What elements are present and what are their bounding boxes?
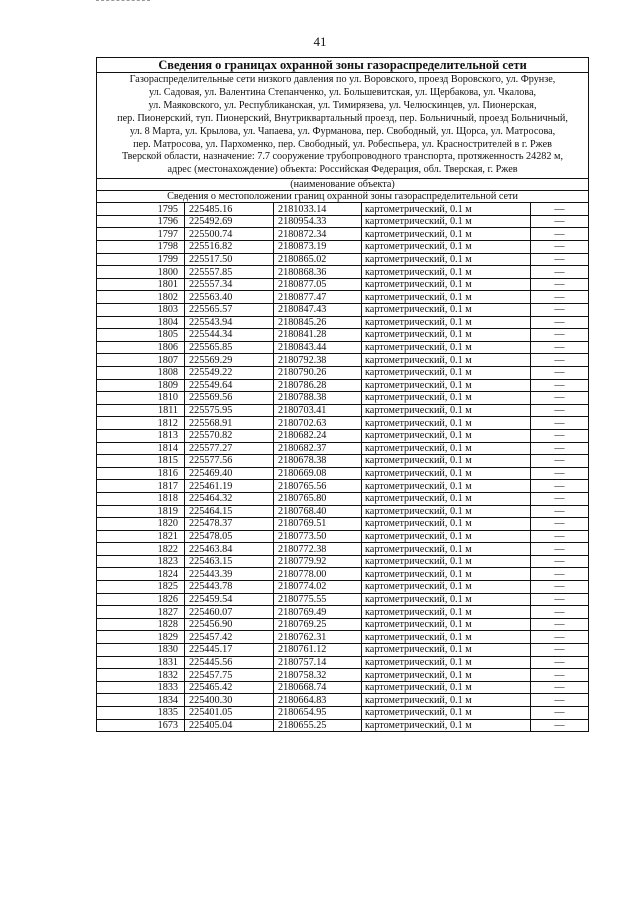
method-accuracy-cell: картометрический, 0.1 м [362, 505, 531, 518]
coord-x-cell: 225400.30 [185, 694, 274, 707]
point-number-cell: 1826 [97, 593, 185, 606]
method-accuracy-cell: картометрический, 0.1 м [362, 530, 531, 543]
coord-y-cell: 2180772.38 [274, 543, 362, 556]
location-title: Сведения о местоположении границ охранной зоны газораспределительной сети [97, 191, 589, 203]
description-line: Газораспределительные сети низкого давления по ул. Воровского, проезд Воровского, ул. Фрунзе, [129, 74, 556, 85]
table-row [97, 392, 589, 405]
point-number-cell: 1807 [97, 354, 185, 367]
description-line: ул. Маяковского, ул. Республиканская, ул. Тимирязева, ул. Челюскинцев, ул. Пионерская, [148, 99, 537, 111]
point-description-cell: — [531, 215, 589, 228]
point-description-cell: — [531, 618, 589, 631]
description-line: Тверской области, назначение: 7.7 сооружение трубопроводного транспорта, протяженность 24282 м, [121, 151, 564, 163]
method-accuracy-cell: картометрический, 0.1 м [362, 618, 531, 631]
method-accuracy-cell: картометрический, 0.1 м [362, 253, 531, 266]
coord-y-cell: 2180669.08 [274, 467, 362, 480]
boundary-table [96, 57, 589, 732]
coord-x-cell: 225557.34 [185, 278, 274, 291]
coord-y-cell: 2180654.95 [274, 707, 362, 720]
coord-x-cell: 225565.57 [185, 304, 274, 317]
table-row [97, 719, 589, 732]
point-description-cell: — [531, 555, 589, 568]
coord-y-cell: 2180868.36 [274, 266, 362, 279]
table-row [97, 555, 589, 568]
coord-y-cell: 2180843.44 [274, 341, 362, 354]
point-description-cell: — [531, 593, 589, 606]
coord-x-cell: 225478.37 [185, 518, 274, 531]
method-accuracy-cell: картометрический, 0.1 м [362, 228, 531, 241]
method-accuracy-cell: картометрический, 0.1 м [362, 354, 531, 367]
coord-x-cell: 225459.54 [185, 593, 274, 606]
point-number-cell: 1819 [97, 505, 185, 518]
point-number-cell: 1823 [97, 555, 185, 568]
table-row [97, 669, 589, 682]
point-description-cell: — [531, 467, 589, 480]
point-description-cell: — [531, 203, 589, 216]
coord-y-cell: 2180774.02 [274, 581, 362, 594]
method-accuracy-cell: картометрический, 0.1 м [362, 278, 531, 291]
point-description-cell: — [531, 505, 589, 518]
table-row [97, 568, 589, 581]
point-number-cell: 1827 [97, 606, 185, 619]
coord-x-cell: 225464.15 [185, 505, 274, 518]
coord-x-cell: 225500.74 [185, 228, 274, 241]
table-title-row [97, 58, 589, 73]
coord-y-cell: 2180769.49 [274, 606, 362, 619]
point-number-cell: 1815 [97, 455, 185, 468]
coord-y-cell: 2180668.74 [274, 681, 362, 694]
table-row [97, 203, 589, 216]
method-accuracy-cell: картометрический, 0.1 м [362, 467, 531, 480]
coord-y-cell: 2180788.38 [274, 392, 362, 405]
coord-x-cell: 225445.17 [185, 644, 274, 657]
table-row [97, 404, 589, 417]
coord-y-cell: 2180954.33 [274, 215, 362, 228]
coord-y-cell: 2180865.02 [274, 253, 362, 266]
point-number-cell: 1809 [97, 379, 185, 392]
method-accuracy-cell: картометрический, 0.1 м [362, 417, 531, 430]
method-accuracy-cell: картометрический, 0.1 м [362, 442, 531, 455]
method-accuracy-cell: картометрический, 0.1 м [362, 341, 531, 354]
point-number-cell: 1817 [97, 480, 185, 493]
description-line: пер. Матросова, ул. Пархоменко, пер. Свободный, ул. Робеспьера, ул. Краснострителей в г. Ржев [133, 138, 552, 150]
method-accuracy-cell: картометрический, 0.1 м [362, 631, 531, 644]
coord-x-cell: 225517.50 [185, 253, 274, 266]
point-description-cell: — [531, 304, 589, 317]
table-row [97, 480, 589, 493]
point-number-cell: 1828 [97, 618, 185, 631]
point-description-cell: — [531, 392, 589, 405]
coord-y-cell: 2180773.50 [274, 530, 362, 543]
point-description-cell: — [531, 329, 589, 342]
method-accuracy-cell: картометрический, 0.1 м [362, 644, 531, 657]
point-number-cell: 1799 [97, 253, 185, 266]
point-number-cell: 1803 [97, 304, 185, 317]
point-number-cell: 1825 [97, 581, 185, 594]
coord-y-cell: 2180769.25 [274, 618, 362, 631]
coord-y-cell: 2180877.05 [274, 278, 362, 291]
table-row [97, 505, 589, 518]
point-description-cell: — [531, 266, 589, 279]
table-row [97, 304, 589, 317]
point-description-cell: — [531, 543, 589, 556]
coord-x-cell: 225516.82 [185, 241, 274, 254]
table-title: Сведения о границах охранной зоны газораспределительной сети [97, 58, 589, 73]
coord-y-cell: 2180769.51 [274, 518, 362, 531]
coord-y-cell: 2180775.55 [274, 593, 362, 606]
coord-x-cell: 225457.75 [185, 669, 274, 682]
coord-y-cell: 2180765.56 [274, 480, 362, 493]
point-number-cell: 1830 [97, 644, 185, 657]
point-description-cell: — [531, 669, 589, 682]
table-row [97, 492, 589, 505]
table-row [97, 266, 589, 279]
coord-y-cell: 2180761.12 [274, 644, 362, 657]
method-accuracy-cell: картометрический, 0.1 м [362, 316, 531, 329]
method-accuracy-cell: картометрический, 0.1 м [362, 492, 531, 505]
coord-x-cell: 225463.15 [185, 555, 274, 568]
coord-x-cell: 225544.34 [185, 329, 274, 342]
coord-x-cell: 225464.32 [185, 492, 274, 505]
point-description-cell: — [531, 455, 589, 468]
table-row [97, 707, 589, 720]
coord-x-cell: 225457.42 [185, 631, 274, 644]
point-number-cell: 1802 [97, 291, 185, 304]
coord-x-cell: 225543.94 [185, 316, 274, 329]
table-row [97, 228, 589, 241]
point-number-cell: 1821 [97, 530, 185, 543]
coord-y-cell: 2180682.37 [274, 442, 362, 455]
point-number-cell: 1813 [97, 429, 185, 442]
point-number-cell: 1805 [97, 329, 185, 342]
point-number-cell: 1824 [97, 568, 185, 581]
coord-y-cell: 2180877.47 [274, 291, 362, 304]
description-line: пер. Пионерский, туп. Пионерский, Внутриквартальный проезд, пер. Больничный, проезд Больничный, [117, 112, 568, 124]
point-number-cell: 1801 [97, 278, 185, 291]
point-description-cell: — [531, 707, 589, 720]
point-description-cell: — [531, 631, 589, 644]
coord-y-cell: 2180678.38 [274, 455, 362, 468]
coord-x-cell: 225460.07 [185, 606, 274, 619]
coord-x-cell: 225575.95 [185, 404, 274, 417]
coord-y-cell: 2180682.24 [274, 429, 362, 442]
table-row [97, 681, 589, 694]
method-accuracy-cell: картометрический, 0.1 м [362, 404, 531, 417]
object-description [97, 73, 589, 179]
method-accuracy-cell: картометрический, 0.1 м [362, 606, 531, 619]
method-accuracy-cell: картометрический, 0.1 м [362, 719, 531, 732]
table-row [97, 543, 589, 556]
point-description-cell: — [531, 518, 589, 531]
point-number-cell: 1810 [97, 392, 185, 405]
coord-x-cell: 225445.56 [185, 656, 274, 669]
point-number-cell: 1796 [97, 215, 185, 228]
point-number-cell: 1800 [97, 266, 185, 279]
point-description-cell: — [531, 530, 589, 543]
method-accuracy-cell: картометрический, 0.1 м [362, 329, 531, 342]
coord-y-cell: 2180790.26 [274, 366, 362, 379]
table-row [97, 618, 589, 631]
method-accuracy-cell: картометрический, 0.1 м [362, 581, 531, 594]
object-label-row [97, 179, 589, 191]
table-row [97, 215, 589, 228]
point-description-cell: — [531, 681, 589, 694]
point-number-cell: 1806 [97, 341, 185, 354]
method-accuracy-cell: картометрический, 0.1 м [362, 518, 531, 531]
method-accuracy-cell: картометрический, 0.1 м [362, 543, 531, 556]
table-row [97, 467, 589, 480]
coord-y-cell: 2180762.31 [274, 631, 362, 644]
table-row [97, 530, 589, 543]
table-row [97, 455, 589, 468]
point-description-cell: — [531, 719, 589, 732]
table-row [97, 656, 589, 669]
point-number-cell: 1797 [97, 228, 185, 241]
method-accuracy-cell: картометрический, 0.1 м [362, 455, 531, 468]
method-accuracy-cell: картометрический, 0.1 м [362, 304, 531, 317]
method-accuracy-cell: картометрический, 0.1 м [362, 203, 531, 216]
point-description-cell: — [531, 291, 589, 304]
coord-x-cell: 225549.22 [185, 366, 274, 379]
point-number-cell: 1798 [97, 241, 185, 254]
method-accuracy-cell: картометрический, 0.1 м [362, 480, 531, 493]
method-accuracy-cell: картометрический, 0.1 м [362, 215, 531, 228]
coord-y-cell: 2180841.28 [274, 329, 362, 342]
point-description-cell: — [531, 316, 589, 329]
point-number-cell: 1673 [97, 719, 185, 732]
coord-y-cell: 2180872.34 [274, 228, 362, 241]
point-number-cell: 1811 [97, 404, 185, 417]
coord-y-cell: 2180845.26 [274, 316, 362, 329]
point-description-cell: — [531, 228, 589, 241]
point-number-cell: 1829 [97, 631, 185, 644]
point-description-cell: — [531, 417, 589, 430]
coord-x-cell: 225557.85 [185, 266, 274, 279]
point-description-cell: — [531, 606, 589, 619]
table-row [97, 417, 589, 430]
coord-x-cell: 225485.16 [185, 203, 274, 216]
point-description-cell: — [531, 581, 589, 594]
coord-y-cell: 2180778.00 [274, 568, 362, 581]
method-accuracy-cell: картометрический, 0.1 м [362, 656, 531, 669]
object-label: (наименование объекта) [97, 179, 589, 191]
table-row [97, 354, 589, 367]
point-number-cell: 1795 [97, 203, 185, 216]
point-description-cell: — [531, 568, 589, 581]
coord-y-cell: 2180664.83 [274, 694, 362, 707]
coord-x-cell: 225461.19 [185, 480, 274, 493]
description-line: ул. 8 Марта, ул. Крылова, ул. Чапаева, ул. Фурманова, пер. Свободный, ул. Щорса, ул. Матросова, [129, 125, 556, 137]
coord-y-cell: 2180702.63 [274, 417, 362, 430]
point-number-cell: 1833 [97, 681, 185, 694]
object-description-row [97, 73, 589, 179]
point-number-cell: 1816 [97, 467, 185, 480]
point-number-cell: 1834 [97, 694, 185, 707]
table-row [97, 366, 589, 379]
point-description-cell: — [531, 404, 589, 417]
method-accuracy-cell: картометрический, 0.1 м [362, 429, 531, 442]
scan-edge-mark [96, 0, 150, 2]
point-number-cell: 1804 [97, 316, 185, 329]
point-description-cell: — [531, 366, 589, 379]
coord-x-cell: 225577.27 [185, 442, 274, 455]
point-description-cell: — [531, 341, 589, 354]
coord-y-cell: 2180655.25 [274, 719, 362, 732]
coord-y-cell: 2180847.43 [274, 304, 362, 317]
coord-x-cell: 225443.39 [185, 568, 274, 581]
point-number-cell: 1812 [97, 417, 185, 430]
table-row [97, 429, 589, 442]
coord-x-cell: 225465.42 [185, 681, 274, 694]
point-description-cell: — [531, 480, 589, 493]
point-description-cell: — [531, 656, 589, 669]
coord-x-cell: 225478.05 [185, 530, 274, 543]
point-number-cell: 1822 [97, 543, 185, 556]
method-accuracy-cell: картометрический, 0.1 м [362, 241, 531, 254]
point-number-cell: 1831 [97, 656, 185, 669]
table-row [97, 241, 589, 254]
coord-x-cell: 225492.69 [185, 215, 274, 228]
method-accuracy-cell: картометрический, 0.1 м [362, 681, 531, 694]
point-description-cell: — [531, 241, 589, 254]
table-row [97, 278, 589, 291]
description-line: адрес (местонахождение) объекта: Российская Федерация, обл. Тверская, г. Ржев [167, 164, 518, 176]
point-description-cell: — [531, 354, 589, 367]
coord-x-cell: 225563.40 [185, 291, 274, 304]
table-row [97, 581, 589, 594]
location-title-row [97, 191, 589, 203]
method-accuracy-cell: картометрический, 0.1 м [362, 707, 531, 720]
method-accuracy-cell: картометрический, 0.1 м [362, 669, 531, 682]
point-description-cell: — [531, 429, 589, 442]
coord-x-cell: 225577.56 [185, 455, 274, 468]
table-row [97, 316, 589, 329]
coord-x-cell: 225549.64 [185, 379, 274, 392]
coord-y-cell: 2180757.14 [274, 656, 362, 669]
point-number-cell: 1835 [97, 707, 185, 720]
table-row [97, 341, 589, 354]
page-number: 41 [313, 34, 327, 49]
method-accuracy-cell: картометрический, 0.1 м [362, 266, 531, 279]
point-number-cell: 1814 [97, 442, 185, 455]
point-number-cell: 1832 [97, 669, 185, 682]
method-accuracy-cell: картометрический, 0.1 м [362, 555, 531, 568]
coord-y-cell: 2180873.19 [274, 241, 362, 254]
table-row [97, 631, 589, 644]
point-description-cell: — [531, 442, 589, 455]
coord-y-cell: 2180768.40 [274, 505, 362, 518]
table-row [97, 694, 589, 707]
method-accuracy-cell: картометрический, 0.1 м [362, 392, 531, 405]
coord-y-cell: 2180792.38 [274, 354, 362, 367]
point-description-cell: — [531, 278, 589, 291]
description-line: ул. Садовая, ул. Валентина Степанченко, ул. Большевитская, ул. Щербакова, ул. Чкалова, [148, 86, 537, 98]
coord-y-cell: 2180758.32 [274, 669, 362, 682]
point-number-cell: 1808 [97, 366, 185, 379]
coord-y-cell: 2180703.41 [274, 404, 362, 417]
point-description-cell: — [531, 694, 589, 707]
point-description-cell: — [531, 644, 589, 657]
method-accuracy-cell: картометрический, 0.1 м [362, 379, 531, 392]
method-accuracy-cell: картометрический, 0.1 м [362, 593, 531, 606]
table-row [97, 593, 589, 606]
coord-y-cell: 2181033.14 [274, 203, 362, 216]
method-accuracy-cell: картометрический, 0.1 м [362, 568, 531, 581]
coord-y-cell: 2180779.92 [274, 555, 362, 568]
method-accuracy-cell: картометрический, 0.1 м [362, 366, 531, 379]
coord-x-cell: 225401.05 [185, 707, 274, 720]
coord-x-cell: 225456.90 [185, 618, 274, 631]
table-row [97, 442, 589, 455]
coord-x-cell: 225463.84 [185, 543, 274, 556]
table-row [97, 291, 589, 304]
coord-x-cell: 225469.40 [185, 467, 274, 480]
coord-x-cell: 225568.91 [185, 417, 274, 430]
coord-y-cell: 2180765.80 [274, 492, 362, 505]
method-accuracy-cell: картометрический, 0.1 м [362, 694, 531, 707]
coord-x-cell: 225405.04 [185, 719, 274, 732]
coord-x-cell: 225565.85 [185, 341, 274, 354]
table-row [97, 606, 589, 619]
point-number-cell: 1818 [97, 492, 185, 505]
point-description-cell: — [531, 492, 589, 505]
coord-x-cell: 225570.82 [185, 429, 274, 442]
table-row [97, 644, 589, 657]
point-description-cell: — [531, 253, 589, 266]
coord-x-cell: 225569.29 [185, 354, 274, 367]
table-row [97, 379, 589, 392]
point-description-cell: — [531, 379, 589, 392]
method-accuracy-cell: картометрический, 0.1 м [362, 291, 531, 304]
coord-x-cell: 225569.56 [185, 392, 274, 405]
coord-y-cell: 2180786.28 [274, 379, 362, 392]
coord-x-cell: 225443.78 [185, 581, 274, 594]
table-row [97, 253, 589, 266]
table-row [97, 518, 589, 531]
table-row [97, 329, 589, 342]
point-number-cell: 1820 [97, 518, 185, 531]
